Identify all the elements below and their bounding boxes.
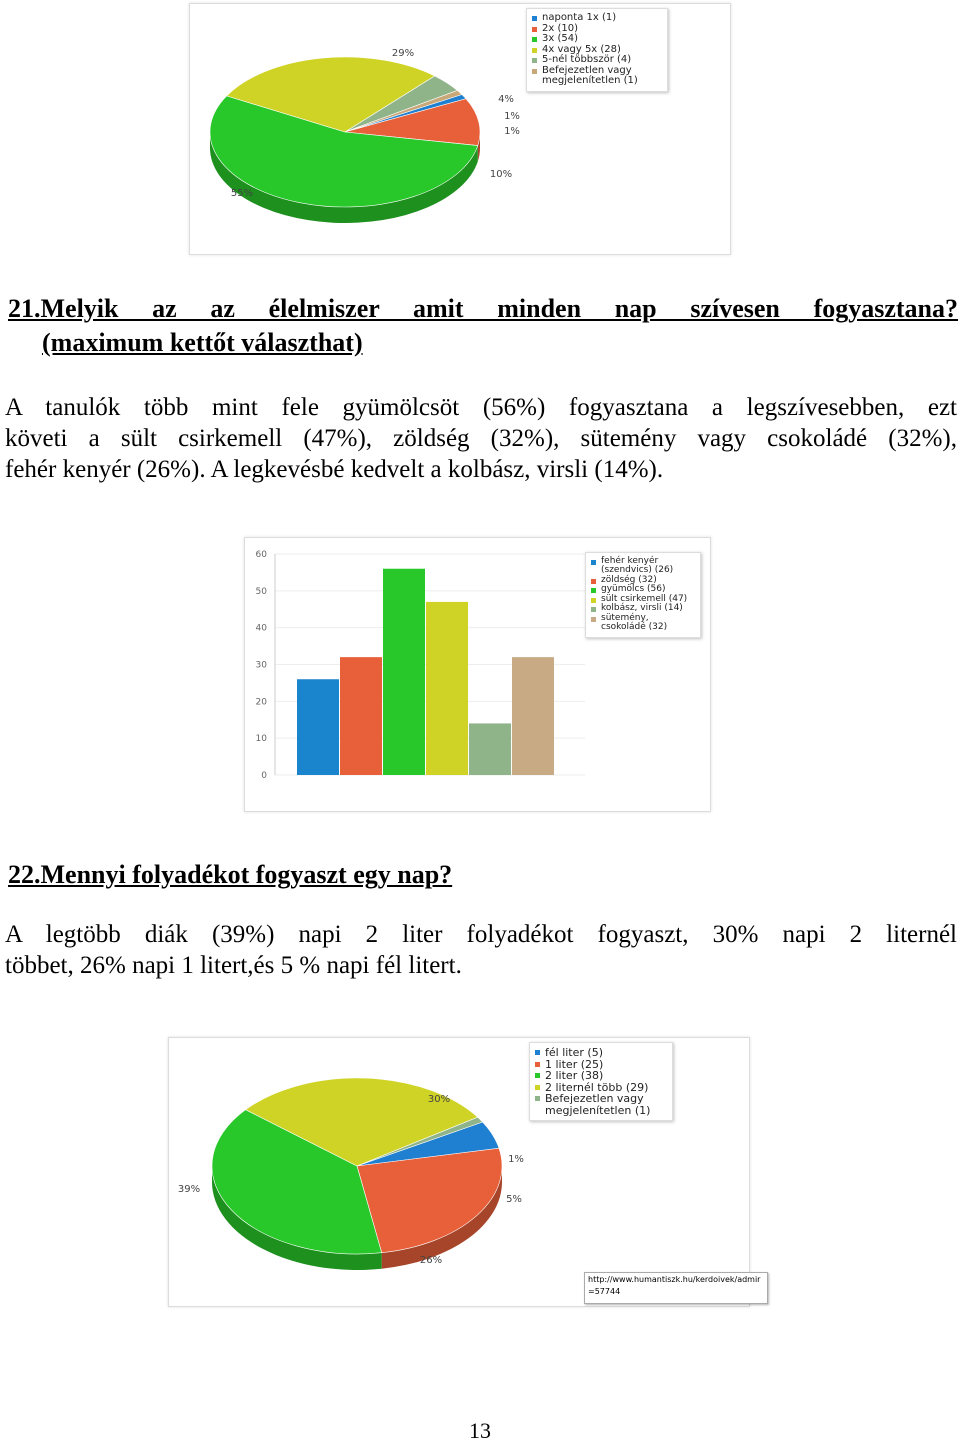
question-21-paragraph bbox=[5, 392, 957, 485]
pie-frequency-legend-swatch bbox=[532, 27, 537, 32]
pie-chart-frequency-legend bbox=[526, 8, 668, 92]
bar-chart-y-tick: 50 bbox=[255, 586, 267, 597]
pie-frequency-legend-item bbox=[532, 55, 662, 66]
url-tooltip bbox=[584, 1272, 768, 1304]
pie-liquid-pct-label: 5% bbox=[506, 1194, 522, 1205]
pie-liquid-legend-item bbox=[535, 1093, 667, 1116]
pie-frequency-legend-label: 5-nél többször (4) bbox=[542, 54, 632, 65]
question-21-title-line1: 21.Melyik az az élelmiszer amit minden nap szívesen fogyasztana? bbox=[8, 294, 958, 323]
question-21-subtitle bbox=[42, 328, 363, 358]
bar-chart-food-legend-label: gyümölcs (56) bbox=[601, 584, 666, 595]
question-22-para-line1: A legtöbb diák (39%) napi 2 liter folyadékot fogyaszt, 30% napi 2 liternél bbox=[5, 921, 957, 948]
pie-liquid-legend-item bbox=[535, 1070, 667, 1082]
bar-chart-bar bbox=[512, 657, 554, 775]
bar-chart-food-legend-label: sütemény, csokoládé (32) bbox=[601, 612, 668, 633]
pie-liquid-legend-swatch bbox=[535, 1073, 540, 1078]
pie-chart-liquid-legend bbox=[529, 1042, 673, 1121]
pie-frequency-pct-label: 10% bbox=[489, 169, 513, 180]
bar-chart-food-legend-item bbox=[591, 614, 695, 633]
pie-frequency-legend-label: Befejezetlen vagy megjelenítetlen (1) bbox=[542, 64, 638, 86]
bar-chart-y-tick: 20 bbox=[255, 697, 267, 708]
pie-liquid-legend-swatch bbox=[535, 1050, 540, 1055]
pie-liquid-pct-label: 30% bbox=[427, 1094, 451, 1105]
pie-liquid-legend-label: 2 liter (38) bbox=[545, 1069, 604, 1083]
question-22-para-line2: többet, 26% napi 1 litert,és 5 % napi fél litert. bbox=[5, 952, 462, 979]
question-21-title-line2: (maximum kettőt választhat) bbox=[42, 328, 363, 357]
url-tooltip-line2: =57744 bbox=[588, 1287, 621, 1296]
question-22-paragraph bbox=[5, 919, 957, 981]
question-21-para-line3: fehér kenyér (26%). A legkevésbé kedvelt a kolbász, virsli (14%). bbox=[5, 456, 664, 483]
pie-liquid-legend-label: 2 liternél több (29) bbox=[545, 1080, 649, 1094]
bar-chart-food-legend-swatch bbox=[591, 598, 596, 603]
pie-liquid-legend-label: Befejezetlen vagy megjelenítetlen (1) bbox=[545, 1092, 651, 1117]
bar-chart-food-legend-swatch bbox=[591, 607, 596, 612]
pie-frequency-legend-swatch bbox=[532, 48, 537, 53]
bar-chart-food-legend-swatch bbox=[591, 560, 596, 565]
page-number: 13 bbox=[469, 1418, 491, 1443]
pie-frequency-pct-label: 4% bbox=[498, 94, 514, 105]
bar-chart-food bbox=[244, 537, 711, 812]
pie-frequency-legend-swatch bbox=[532, 16, 537, 21]
url-tooltip-line1: http://www.humantiszk.hu/kerdoivek/admir bbox=[588, 1275, 761, 1284]
pie-liquid-legend-item bbox=[535, 1047, 667, 1059]
bar-chart-food-legend-item bbox=[591, 557, 695, 576]
question-22-title-text: 22.Mennyi folyadékot fogyaszt egy nap? bbox=[8, 860, 453, 889]
pie-frequency-pct-label: 1% bbox=[504, 126, 520, 137]
pie-liquid-slice bbox=[357, 1148, 502, 1252]
pie-frequency-legend-item bbox=[532, 66, 662, 87]
bar-chart-y-tick: 0 bbox=[261, 771, 267, 781]
pie-chart-frequency bbox=[189, 3, 731, 255]
bar-chart-food-legend-label: zöldség (32) bbox=[601, 574, 657, 585]
question-21-para-line2: követi a sült csirkemell (47%), zöldség (32%), sütemény vagy csokoládé (32%), bbox=[5, 425, 957, 452]
bar-chart-food-legend-label: kolbász, virsli (14) bbox=[601, 603, 683, 614]
pie-liquid-legend-swatch bbox=[535, 1085, 540, 1090]
pie-liquid-legend-label: fél liter (5) bbox=[545, 1046, 603, 1059]
bar-chart-food-legend bbox=[585, 552, 701, 638]
bar-chart-bar bbox=[340, 657, 382, 775]
pie-frequency-legend-item bbox=[532, 13, 662, 24]
pie-liquid-pct-label: 39% bbox=[177, 1184, 201, 1195]
pie-liquid-pct-label: 1% bbox=[508, 1154, 524, 1165]
bar-chart-food-legend-swatch bbox=[591, 579, 596, 584]
bar-chart-food-legend-label: sült csirkemell (47) bbox=[601, 593, 688, 604]
pie-frequency-legend-swatch bbox=[532, 69, 537, 74]
bar-chart-y-tick: 40 bbox=[255, 623, 267, 634]
question-21-para-line1: A tanulók több mint fele gyümölcsöt (56%) fogyasztana a legszívesebben, ezt bbox=[5, 394, 957, 421]
question-21-title bbox=[8, 294, 958, 324]
bar-chart-y-tick: 60 bbox=[255, 550, 267, 560]
bar-chart-food-legend-label: fehér kenyér (szendvics) (26) bbox=[601, 556, 674, 576]
pie-frequency-legend-label: 4x vagy 5x (28) bbox=[542, 43, 621, 55]
bar-chart-y-tick: 10 bbox=[255, 734, 267, 745]
pie-frequency-pct-label: 55% bbox=[230, 188, 254, 199]
pie-frequency-legend-swatch bbox=[532, 37, 537, 42]
pie-liquid-legend-swatch bbox=[535, 1096, 540, 1101]
pie-frequency-legend-label: 3x (54) bbox=[542, 33, 578, 44]
pie-frequency-legend-item bbox=[532, 34, 662, 45]
pie-frequency-pct-label: 29% bbox=[391, 48, 415, 59]
pie-frequency-legend-label: 2x (10) bbox=[542, 22, 578, 34]
bar-chart-bar bbox=[383, 569, 425, 775]
pie-liquid-legend-label: 1 liter (25) bbox=[545, 1057, 604, 1071]
bar-chart-food-legend-swatch bbox=[591, 588, 596, 593]
pie-frequency-legend-swatch bbox=[532, 58, 537, 63]
bar-chart-bar bbox=[469, 723, 511, 775]
bar-chart-y-tick: 30 bbox=[255, 660, 267, 671]
question-22-title bbox=[8, 860, 452, 890]
pie-chart-liquid bbox=[168, 1037, 761, 1307]
bar-chart-food-legend-swatch bbox=[591, 617, 596, 622]
pie-frequency-pct-label: 1% bbox=[504, 111, 520, 122]
bar-chart-bar bbox=[426, 602, 468, 775]
pie-frequency-legend-label: naponta 1x (1) bbox=[542, 12, 617, 23]
bar-chart-bar bbox=[297, 679, 339, 775]
pie-liquid-legend-swatch bbox=[535, 1062, 540, 1067]
pie-liquid-pct-label: 26% bbox=[419, 1255, 443, 1266]
